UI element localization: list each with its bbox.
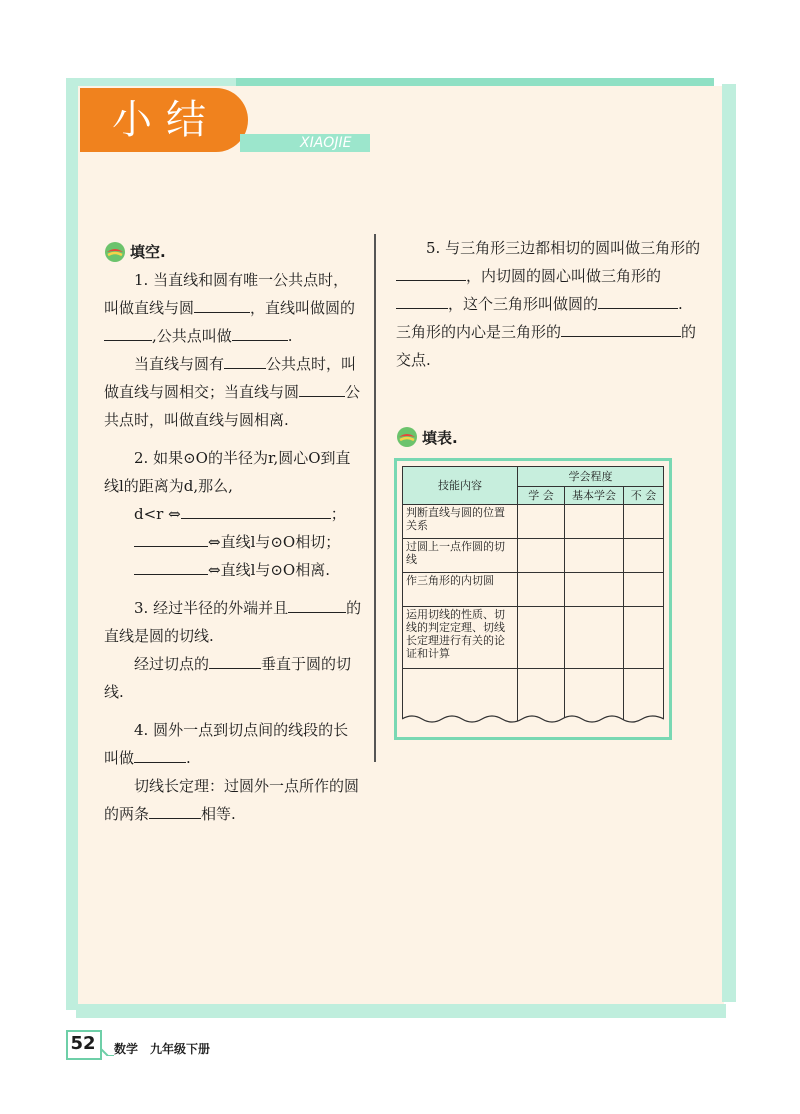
- blank[interactable]: [181, 502, 331, 519]
- skill-table: [402, 466, 664, 725]
- q3-text-2: [104, 650, 362, 706]
- blank[interactable]: [288, 596, 346, 613]
- q3-a: 3. 经过半径的外端并且: [134, 599, 289, 617]
- blank[interactable]: [598, 292, 678, 309]
- fill-heading-label: 填空.: [130, 243, 166, 261]
- row-cell[interactable]: [624, 607, 664, 669]
- q1-mid2: ,公共点叫做: [152, 327, 232, 345]
- row-cell[interactable]: [518, 573, 565, 607]
- q2-c: ⇔直线l与⊙O相切；: [208, 533, 341, 551]
- q4-text: [104, 716, 362, 772]
- row-skill: 判断直线与圆的位置关系: [403, 505, 518, 539]
- q1b-b: 公共点时，叫做直线与圆相交；当直线与圆: [104, 355, 357, 401]
- bottom-accent-bar: [76, 1004, 726, 1018]
- footer-text: [114, 1040, 222, 1057]
- q5-e: 的交点.: [396, 323, 697, 369]
- skill-table-frame: [394, 458, 672, 740]
- footer-subject: 数学: [114, 1042, 139, 1056]
- blank[interactable]: [194, 296, 250, 313]
- blank[interactable]: [149, 802, 201, 819]
- q2-line-b: [104, 500, 362, 528]
- exercise-icon: [396, 426, 418, 448]
- row-skill: 运用切线的性质、切线的判定定理、切线长定理进行有关的论证和计算: [403, 607, 518, 669]
- column-divider: [374, 234, 376, 762]
- row-cell[interactable]: [518, 539, 565, 573]
- q4-c: 切线长定理：过圆外一点所作的圆的两条: [104, 777, 360, 823]
- row-cell[interactable]: [565, 505, 624, 539]
- row-cell[interactable]: [624, 573, 664, 607]
- row-cell[interactable]: [518, 607, 565, 669]
- row-cell[interactable]: [565, 573, 624, 607]
- row-cell[interactable]: [565, 539, 624, 573]
- q2-b2: ；: [330, 505, 346, 523]
- q1b-text: [104, 350, 362, 434]
- q3-b: 的直线是圆的切线.: [104, 599, 362, 645]
- q3-text: [104, 594, 362, 650]
- q5-text: [396, 234, 702, 374]
- sub-basic: 基本学会: [565, 487, 624, 505]
- fill-heading: [104, 238, 362, 266]
- blank[interactable]: [396, 264, 466, 281]
- row-cell[interactable]: [624, 505, 664, 539]
- right-accent-bar: [722, 84, 736, 1002]
- q2-text: 2. 如果⊙O的半径为r,圆心O到直线l的距离为d,那么,: [104, 449, 351, 495]
- blank[interactable]: [232, 324, 288, 341]
- section-title: 小结: [112, 97, 220, 143]
- blank[interactable]: [104, 324, 152, 341]
- blank[interactable]: [299, 380, 345, 397]
- q2-line-d: [104, 556, 362, 584]
- exercise-icon: [104, 241, 126, 263]
- table-heading: [396, 426, 458, 448]
- page-number: 52: [70, 1033, 96, 1054]
- blank[interactable]: [224, 352, 266, 369]
- q1-text: [104, 266, 362, 350]
- q2-d: ⇔直线l与⊙O相离.: [208, 561, 331, 579]
- q5-a: 5. 与三角形三边都相切的圆叫做三角形的: [426, 239, 701, 257]
- q5-c: ，这个三角形叫做圆的: [448, 295, 599, 313]
- torn-edge: [402, 711, 664, 733]
- blank[interactable]: [134, 746, 186, 763]
- q3-d: 垂直于圆的切线.: [104, 655, 352, 701]
- row-cell[interactable]: [518, 505, 565, 539]
- q3-c: 经过切点的: [134, 655, 210, 673]
- row-cell[interactable]: [624, 539, 664, 573]
- q5-d: . 三角形的内心是三角形的: [396, 295, 683, 341]
- right-column: [396, 234, 702, 374]
- blank[interactable]: [561, 320, 681, 337]
- q4-a: 4. 圆外一点到切点间的线段的长叫做: [104, 721, 349, 767]
- blank[interactable]: [396, 292, 448, 309]
- row-skill: 作三角形的内切圆: [403, 573, 518, 607]
- row-cell[interactable]: [565, 607, 624, 669]
- q1b-a: 当直线与圆有: [134, 355, 225, 373]
- table-row: [403, 573, 664, 607]
- q2-b1: d<r ⇔: [134, 505, 181, 523]
- q1-end: .: [287, 327, 293, 345]
- q4-text-2: [104, 772, 362, 828]
- q1b-c: 公共点时，叫做直线与圆相离.: [104, 383, 361, 429]
- left-column: [104, 238, 362, 828]
- row-skill: 过圆上一点作圆的切线: [403, 539, 518, 573]
- q4-b: .: [186, 749, 191, 767]
- blank[interactable]: [134, 558, 208, 575]
- footer-book: 九年级下册: [150, 1042, 211, 1056]
- table-row: [403, 505, 664, 539]
- q1-mid: ，直线叫做圆的: [250, 299, 356, 317]
- q4-d: 相等.: [201, 805, 236, 823]
- col-degree: 学会程度: [518, 467, 664, 487]
- footer-connector: [100, 1048, 114, 1056]
- col-skill: 技能内容: [403, 467, 518, 505]
- table-heading-label: 填表.: [422, 428, 458, 447]
- table-row: [403, 539, 664, 573]
- table-row: [403, 607, 664, 669]
- q2-line-c: [104, 528, 362, 556]
- blank[interactable]: [209, 652, 261, 669]
- sub-learned: 学 会: [518, 487, 565, 505]
- sub-not: 不 会: [624, 487, 664, 505]
- q1-intro: 1. 当直线和圆有唯一公共点时，叫做直线与圆: [104, 271, 349, 317]
- section-pinyin: XIAOJIE: [300, 135, 352, 151]
- q5-b: ，内切圆的圆心叫做三角形的: [466, 267, 662, 285]
- blank[interactable]: [134, 530, 208, 547]
